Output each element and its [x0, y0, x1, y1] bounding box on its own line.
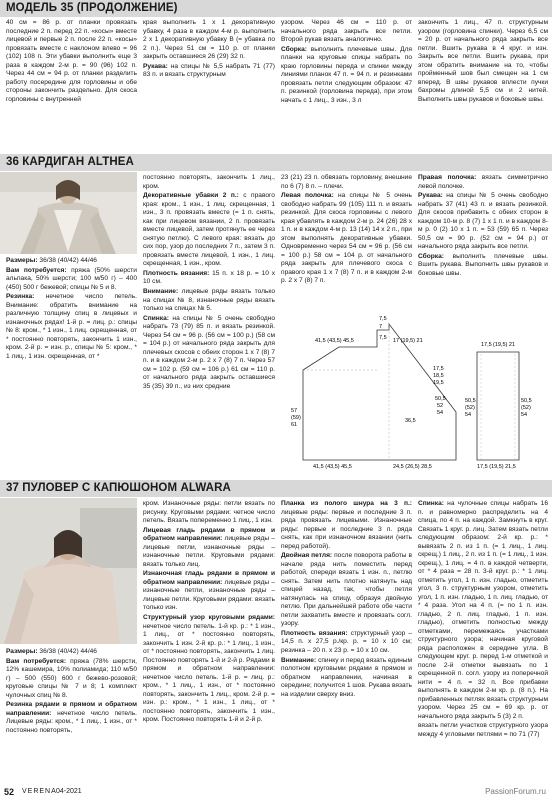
m37-dbl-label: Двойная петля:: [281, 552, 333, 560]
m36-d-h3: 61: [291, 422, 298, 428]
m36-density-label: Плотность вязания:: [143, 269, 210, 277]
m36-col4: [418, 174, 548, 280]
page-footer: [0, 785, 552, 800]
m36-s-r3: 54: [521, 412, 528, 418]
m37-col3: [281, 500, 412, 700]
m37-needs-label: Вам потребуется:: [6, 657, 67, 665]
m37-dens: структурный узор – 14,5 п. х 27,5 р./кр. р. = 10 х 10 см; резинка – 20 п. х 23 р. = 10 х 10 см.: [281, 629, 413, 654]
watermark-site: PassionForum.ru: [485, 787, 546, 796]
m35-assembly-label: Сборка:: [281, 45, 307, 53]
m36-s-r1: 50,5: [521, 398, 532, 404]
m37-rib-label: Резинка рядами в прямом и обратном направлении:: [6, 701, 137, 717]
m36-right-label: Правая полочка:: [418, 174, 477, 181]
m36-rib: нечетное число петель. Внимание: обратить внимание на различную толщину спиц в лицевых и изнаночных рядах! 1-й р. = лиц. р.: спицы № 8: кром., * 1 изн., 1 лиц. скрещенная, от * постоянно повторять, закончить 1 изн., кром. 2-й р. = изн. р., спицы № 5: кром., * 1 лиц., 1 изн. скрещенная, от *: [6, 293, 137, 360]
m37-sizes: 36/38 (40/42) 44/46: [39, 648, 97, 655]
m36-rib-label: Резинка:: [6, 293, 35, 301]
m36-note: лицевые ряды вязать только на спицах № 8, изнаночные ряды вязать только на спицах № 5.: [143, 288, 275, 313]
m37-col4: [418, 500, 548, 740]
m37-rev-label: Изнаночная гладь рядами в прямом и обратном направлении:: [143, 570, 275, 586]
m36-s-topw2: (19,5) 21: [493, 342, 516, 348]
m35-col4: [418, 19, 548, 105]
m37-note: спинку и перед вязать единым полотном круговыми рядами в прямом и обратном направлении, начиная в середине; получится 1 шов. Рукава вязать на изделии сверху вниз.: [281, 656, 412, 698]
m37-note-label: Внимание:: [281, 656, 317, 664]
m37-rev: лицевые ряды – изнаночные петли, изнаночные ряды – лицевые петли. Круговыми рядами: вязать только изн.: [143, 578, 275, 612]
m36-s-topw: 17,5: [481, 342, 492, 348]
m36-sleeve-outline: [477, 352, 519, 460]
m36-d-v4: 54: [437, 410, 444, 416]
m36-d-neck-c: 7,5: [379, 335, 387, 341]
m37-dbl: после поворота работы в начале ряда нить поместить перед работой, спереди вязать 1 изн. п., петлю снять. Затем нить плотно натянуть над спицей назад, так, чтобы петля натянулась на спицу, образуя двойную петлю. При дальнейшей работе обе части петли захватить вместе и провязать согл. узору.: [281, 552, 412, 628]
m36-sleeve: на спицы № 5 очень свободно набрать 37 (41) 43 п. и вязать резинкой. Для скосов прибавить с обеих сторон в каждом 10-м р. 8 (7) 1 х 1 п. и в каждом 8-м р. 0 (2) 10 х 1 п. = 53 (59) 65 п. Через 50,5 см = 90 р. (52 см = 94 р.) от начального ряда закрыть все петли.: [418, 192, 548, 251]
m36-d-neck-a: 7,5: [379, 316, 387, 322]
m36-col2-text: постоянно повторять, закончить 1 лиц., кром.: [143, 174, 275, 190]
m36-s-bot: 17,5 (19,5) 21,5: [477, 464, 516, 470]
m36-right: вязать симметрично левой полочке.: [418, 174, 548, 190]
m36-sizes: 36/38 (40/42) 44/46: [39, 257, 97, 264]
m37-col1: [6, 648, 137, 737]
m35-assembly-text: выполнить плечевые швы. Для планки на круговые спицы набрать по краю горловины переда и спинки между линиями планок 47 п. = 94 п. и резинками провязать петли следующим образом: 47 п. резинкой (горловина переда), при этом начать с 1 лиц., 3 изн., 3 л: [281, 45, 412, 104]
m35-col3-text: узором. Через 46 см = 110 р. от начального ряда закрыть все петли. Второй рукав вязать аналогично.: [281, 19, 412, 43]
m35-sleeve-text: на спицы № 5,5 набрать 71 (77) 83 п. и вязать структурным: [143, 62, 275, 79]
m37-struct-label: Структурный узор круговыми рядами:: [143, 614, 275, 622]
m36-d-h1: 57: [291, 408, 298, 414]
m36-s-h2: (52): [465, 405, 475, 411]
m37-struct: нечетное число петель. 1-й кр. р.: * 1 изн., 1 лиц., от * постоянно повторять, закончить 1 изн. 2-й кр. р.: * 1 лиц., 1 изн., от * постоянно повторять, закончить 1 лиц. Постоянно повторять 1-й и 2-й р. Рядами в прямом и обратном направлении: нечетное число петель. 1-й р. = лиц. р.: кром., * 1 лиц., 1 изн., от * постоянно повторять, закончить 1 лиц., кром. 2-й р. = изн. р.: кром., * 1 изн., 1 лиц., от * постоянно повторять, закончить 1 изн., кром. Постоянно повторять 1-й и 2-й р.: [143, 622, 275, 724]
m36-d-v7: 19,5: [433, 380, 444, 386]
m36-left: на спицы № 5 очень свободно набрать 99 (105) 111 п. и вязать резинкой. Для скоса горловины с левого края убавлять в каждом 2-м р. 24 (26) 28 х 1 п. и в каждом 4-м р. 13 (14) 14 х 2 п., при этом выполнять декоративные убавки. Одновременно через 54 см = 96 р. (56 см = 100 р.) 58 см = 104 р. от начального ряда закрыть для плечевого скоса с правого края 1 х 7 (8) 7 п. и в каждом 2-м р. 2 х 7 (8) 7 п.: [281, 192, 412, 285]
m36-d-botw2: 24,5 (26,5) 28,5: [393, 464, 432, 470]
m36-d-botw: 41,5 (43,5) 45,5: [313, 464, 352, 470]
m36-dec-label: Декоративные убавки 2 п.:: [143, 192, 239, 200]
m37-stock-label: Лицевая гладь рядами в прямом и обратном направлении:: [143, 526, 275, 543]
m36-d-v3: 52: [437, 403, 444, 409]
pullover-photo-illustration: [0, 498, 137, 644]
m36-d-h2: (59): [291, 415, 301, 421]
pullover-photo: [0, 498, 137, 644]
m36-asm-label: Сборка:: [418, 252, 444, 260]
m36-schematic: [281, 312, 551, 480]
m36-density: 15 п. х 18 р. = 10 х 10 см.: [143, 269, 275, 286]
section-header-36: 36 КАРДИГАН ALTHEA: [0, 154, 552, 171]
m37-col2a: кром. Изнаночные ряды: петли вязать по рисунку. Круговыми рядами: четное число петель. Вязать попеременно 1 лиц., 1 изн.: [143, 500, 275, 524]
magazine-name: VERENA: [22, 788, 57, 795]
m35-col2: [143, 19, 275, 81]
m37-back: на чулочные спицы набрать 16 п. и равномерно распределить на 4 спица, по 4 п. на каждой. Замкнуть в круг. Связать 1 круг. р. лиц. Затем вязать петли следующим образом: 2-й кр. р.: * вывязать 2 п. из 1 п. (= 1 лиц., 1 лиц. скрещ.) 1 лиц., 2 п. из 1 п. (= 1 лиц., 1 изн. скрещ.), 1 лиц. = 4 п. в каждой четверти, от * 4 раза = 28 п. 3-й круг. р.: * 1 лиц. отметить угол, 1 п. изн. гладью, отметить угол, 3 п. структурным узором, отметить угол, 1 п. изн. гладью, 1 п. лиц. гладью, от * 4 раза. Угол на 4 п. (= по 1 п. изн. гладью, 2 п. лиц. гладью, 1 п. изн. гладью), отметить полностью между отметками, перемежаясь участками структурного узора; начиная круговой ряда расположен в середине угла. В следующем круг. р. перед 1-м отметкой и после 2-й отметки вывязать по 1 скрещенной п. согл. узору из поперечной нити = 4 п. = 32 п. Все прибавки выполнять в каждом 2-м кр. р. (8 п.). На прибавленных петлях вязать структурным узором. Через 25 см = 69 кр. р. от начального ряда закрыть 5 (3) 2 п.: [418, 500, 548, 720]
cardigan-photo-illustration: [0, 172, 137, 254]
m35-col1: [6, 19, 137, 105]
m36-d-v2: 50,5: [435, 396, 446, 402]
m36-d-hmid: 36,5: [405, 418, 416, 424]
m37-stock: лицевые ряды – лицевые петли, изнаночные ряды – изнаночные петли. Круговыми рядами: вязать только лиц.: [143, 535, 275, 568]
m36-sleeve-label: Рукава:: [418, 192, 443, 200]
m36-col3: [281, 174, 412, 287]
m36-s-h3: 54: [465, 412, 472, 418]
m35-col1-text: 40 см = 86 р. от планки провязать последние 2 п. перед 22 п. «косы» вместе лицевой и первые 2 п. после 22 п. «косы» провязать вместе с наклоном влево = 96 (102) 108 п. Эти убавки выполнить еще 3 раза в каждом 2-м р. = 90 (96) 102 п. Через 44 см = 94 р. от планки разделить работу посередине для горловины и обе стороны закончить раздельно. Для скоса горловины с внутренней: [6, 19, 137, 103]
m37-back2: вязать петли участков структурного узора между 4 угловыми петлями = по 71 (77): [418, 722, 548, 738]
magazine-issue: 04-2021: [56, 788, 82, 795]
m36-d-v6: 18,5: [433, 373, 444, 379]
m36-left-label: Левая полочка:: [281, 192, 334, 200]
m36-back-outline: [303, 324, 456, 460]
section-header-35: МОДЕЛЬ 35 (ПРОДОЛЖЕНИЕ): [0, 0, 552, 17]
m36-needs: пряжа (50% шерсти альпака, 50% шерсти; 100 м/50 г) – 400 (450) 500 г бежевой; спицы № 5 и 8.: [6, 266, 137, 291]
m36-col1: [6, 257, 137, 363]
m36-d-righttop: 17 (19,5) 21: [393, 338, 423, 344]
m36-d-topw: 41,5 (43,5) 45,5: [315, 338, 354, 344]
m37-rib: нечетное число петель. Лицевые ряды: кром., * 1 лиц., 1 изн., от * постоянно повторять,: [6, 709, 137, 734]
m36-s-h1: 50,5: [465, 398, 476, 404]
m36-sizes-label: Размеры:: [6, 257, 38, 264]
m37-back-label: Спинка:: [418, 500, 444, 507]
m37-needs: пряжа (78% шерсти, 12% кашемира, 10% полиамида; 110 м/50 г) – 500 (550) 600 г бежево-розовой; круговые спицы № 7 и 8; 1 комплект чулочных спиц № 8.: [6, 657, 137, 699]
m36-col3-text: 23 (21) 23 п. обвязать горловину, внешние по 6 (7) 8 п. – плечи.: [281, 174, 412, 190]
section-header-37: 37 ПУЛОВЕР С КАПЮШОНОМ ALWARA: [0, 480, 552, 497]
m35-col4-text: закончить 1 лиц., 47 п. структурным узором (горловина спинки). Через 6,5 см = 20 р. от начального ряда закрыть все петли. Вшить рукава в 4 круг. и изн. Закрыть все петли. Вшить рукава, при этом обратить внимание на то, чтобы пройменный шов был смещен на 1 см вперед. В швы рукавов вплести пучки бахромы длиной 5,5 см и 2 нитей. Выполнить швы рукавов и боковые швы.: [418, 19, 548, 103]
m36-col2: [143, 174, 275, 392]
page-number: 52: [4, 787, 15, 797]
m36-s-r2: (52): [521, 405, 531, 411]
m37-cord-label: Планка из полого шнура на 3 п.:: [281, 500, 412, 507]
m35-col2-text: края выполнить 1 х 1 декоративную убавку, 4 раза в каждом 4-м р. выполнить 2 х 1 декоративную убавку В (= убавка по 2 п.). Через 51 см = 110 р. от планки закрыть оставшиеся 26 (29) 32 п.: [143, 19, 275, 60]
m36-d-neck-b: 7: [379, 324, 383, 330]
m36-back-label: Спинка:: [143, 314, 169, 322]
m36-dec: с правого края: кром., 1 изн., 1 лиц. скрещенная, 1 изн., 3 п. провязать вместе (= 1 п. снять, как при лицевом вязании, 2 п. провязать вместе лицевой, затем протянуть ее через снятую петлю). С левого края: вязать до сих пор, узор до последних 7 п., затем 3 п. провязать вместе лицевой, 1 изн., 1 лиц. скрещенная, 1 изн., кром.: [143, 192, 275, 268]
m36-back: на спицы № 5 очень свободно набрать 73 (79) 85 п. и вязать резинкой. Через 54 см = 96 р. (56 см = 100 р.) (58 см = 104 р.) от начального ряда закрыть для плечевых скосов с обеих сторон 1 х 7 (8) 7 п. и в каждом 2-м р. 2 х 7 (8) 7 п. Через 57 см = 102 р. (59 см = 106 р.) 61 см = 110 р. от начального ряда закрыть оставшиеся 35 (35) 39 п., из них средние: [143, 314, 275, 390]
m36-needs-label: Вам потребуется:: [6, 266, 67, 274]
m36-note-label: Внимание:: [143, 288, 179, 296]
m36-d-v5: 17,5: [433, 366, 444, 372]
cardigan-photo: [0, 172, 137, 254]
m35-sleeve-label: Рукава:: [143, 62, 168, 70]
m37-cord: лицевые ряды: первые и последние 3 п. ряда провязать лицевыми. Изнаночные ряды: первые и последние 3 п. ряда снять, как при изнаночном вязании (нить перед работой).: [281, 508, 412, 550]
m37-sizes-label: Размеры:: [6, 648, 38, 655]
m37-dens-label: Плотность вязания:: [281, 629, 348, 637]
m36-asm: выполнить плечевые швы. Вшить рукава. Выполнить швы рукавов и боковые швы.: [418, 252, 548, 277]
m35-col3: [281, 19, 412, 106]
m37-col2: [143, 500, 275, 726]
